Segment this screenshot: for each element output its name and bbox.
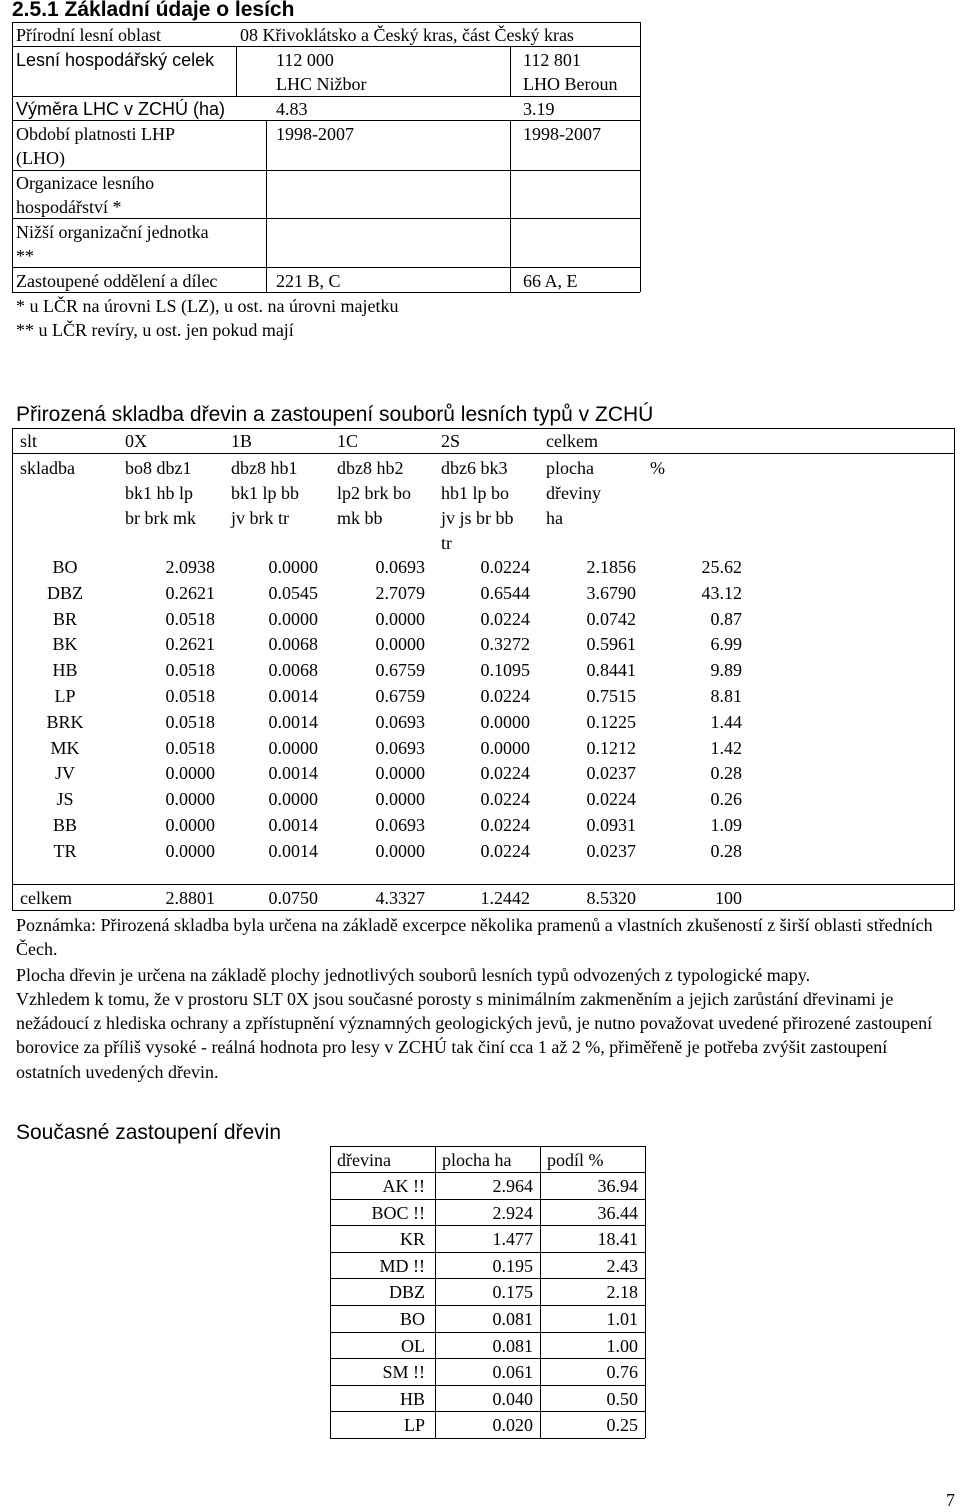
table-cell: 0.0014 [268, 686, 318, 706]
table-cell: 0.0518 [165, 738, 215, 758]
table-cell: 0.0000 [375, 789, 425, 809]
table-cell: 1.42 [710, 738, 742, 758]
page-number: 7 [946, 1490, 955, 1510]
column-header: podíl % [547, 1150, 604, 1170]
row-label: Zastoupené oddělení a dílec [16, 271, 218, 291]
table-rule [12, 453, 954, 454]
composition-cell: ha [546, 508, 563, 528]
total-label: celkem [20, 888, 72, 908]
species-code: SM !! [382, 1362, 425, 1382]
note-paragraph: Plocha dřevin je určena na základě plochy jednotlivých souborů lesních typů odvozených z typologické mapy. [16, 965, 811, 985]
table-cell: 0.0000 [375, 609, 425, 629]
table-cell: 0.0518 [165, 660, 215, 680]
row-label: Lesní hospodářský celek [16, 50, 215, 70]
row-value: 66 A, E [523, 271, 578, 291]
species-code: MD !! [379, 1256, 425, 1276]
composition-cell: lp2 brk bo [337, 483, 411, 503]
table-cell: 0.081 [492, 1336, 533, 1356]
table-cell: 0.8441 [586, 660, 636, 680]
species-code: KR [399, 1229, 425, 1249]
table-cell: 0.0931 [586, 815, 636, 835]
section-title: 2.5.1 Základní údaje o lesích [12, 0, 295, 21]
table-cell: 0.0014 [268, 712, 318, 732]
table-cell: 0.0000 [375, 634, 425, 654]
total-cell: 0.0750 [268, 888, 318, 908]
composition-cell: dbz6 bk3 [441, 458, 508, 478]
footnote: ** u LČR revíry, u ost. jen pokud mají [16, 320, 294, 340]
table-cell: 0.195 [492, 1256, 533, 1276]
column-header: 1B [231, 431, 253, 451]
row-value: LHC Nižbor [276, 74, 367, 94]
table-cell: 0.0014 [268, 763, 318, 783]
table-cell: 1.477 [492, 1229, 533, 1249]
table-cell: 2.0938 [165, 557, 215, 577]
table-cell: 0.0545 [268, 583, 318, 603]
row-value: 3.19 [523, 99, 555, 119]
table-cell: 0.3272 [480, 634, 530, 654]
row-label: Výměra LHC v ZCHÚ (ha) [16, 99, 226, 119]
table-rule [510, 120, 511, 292]
table-rule [330, 1358, 645, 1359]
composition-cell: plocha [546, 458, 594, 478]
table-rule [510, 46, 511, 96]
table-cell: 0.28 [710, 841, 742, 861]
table-rule [12, 884, 954, 885]
table-cell: 0.0518 [165, 609, 215, 629]
table-rule [12, 22, 13, 292]
table-rule [266, 120, 267, 292]
species-code: BO [52, 557, 78, 577]
total-cell: 4.3327 [375, 888, 425, 908]
table-cell: 0.0000 [165, 841, 215, 861]
species-code: AK !! [382, 1176, 425, 1196]
row-label: Přírodní lesní oblast [16, 25, 161, 45]
table-rule [236, 46, 237, 96]
row-label: ** [16, 246, 34, 266]
row-label: (LHO) [16, 148, 65, 168]
column-header: dřevina [337, 1150, 391, 1170]
species-code: DBZ [389, 1282, 425, 1302]
table-cell: 1.01 [606, 1309, 638, 1329]
table-rule [12, 267, 640, 268]
total-cell: 100 [715, 888, 742, 908]
composition-cell: tr [441, 533, 452, 553]
composition-cell: dbz8 hb1 [231, 458, 298, 478]
species-code: JS [56, 789, 74, 809]
table-rule [645, 1146, 646, 1438]
table-cell: 0.0693 [375, 815, 425, 835]
note-paragraph: Vzhledem k tomu, že v prostoru SLT 0X jsou současné porosty s minimálním zakmeněním a jejich zarůstání dřevinami je nežádoucí z hlediska ochrany a zpřístupnění významných geologických jevů, je nutno považovat uvedené přirozené zastoupení borovice za příliš vysoké - reálná hodnota pro lesy v ZCHÚ tak činí cca 1 až 2 %, přiměřeně je potřeba zvýšit zastoupení ostatních uvedených dřevin. [16, 989, 933, 1082]
composition-cell: dbz8 hb2 [337, 458, 404, 478]
table-rule [540, 1146, 541, 1438]
table-cell: 0.0000 [375, 841, 425, 861]
total-cell: 1.2442 [480, 888, 530, 908]
row-value: 4.83 [276, 99, 308, 119]
table-cell: 0.2621 [165, 583, 215, 603]
table-cell: 43.12 [701, 583, 742, 603]
table-cell: 0.2621 [165, 634, 215, 654]
total-cell: 2.8801 [165, 888, 215, 908]
table-cell: 0.0000 [165, 815, 215, 835]
table-cell: 0.5961 [586, 634, 636, 654]
column-header: slt [20, 431, 38, 451]
table-cell: 0.50 [606, 1389, 638, 1409]
species-code: BO [399, 1309, 425, 1329]
table-cell: 0.0224 [480, 609, 530, 629]
table-rule [330, 1332, 645, 1333]
table-cell: 0.26 [710, 789, 742, 809]
table-cell: 0.1095 [480, 660, 530, 680]
table-rule [330, 1438, 645, 1439]
species-code: TR [53, 841, 77, 861]
column-header: celkem [546, 431, 598, 451]
table-cell: 2.964 [492, 1176, 533, 1196]
species-code: LP [54, 686, 76, 706]
row-value: 112 000 [276, 50, 334, 70]
composition-cell: jv brk tr [231, 508, 289, 528]
table-rule [640, 22, 641, 292]
table-cell: 1.44 [710, 712, 742, 732]
table-rule [12, 428, 13, 910]
table-cell: 0.6759 [375, 686, 425, 706]
table-cell: 0.0224 [480, 557, 530, 577]
table-cell: 0.040 [492, 1389, 533, 1409]
table-cell: 0.6759 [375, 660, 425, 680]
table-cell: 8.81 [710, 686, 742, 706]
table-cell: 0.0693 [375, 738, 425, 758]
natural-table-title: Přirozená skladba dřevin a zastoupení souborů lesních typů v ZCHÚ [16, 403, 654, 426]
table-rule [330, 1225, 645, 1226]
species-code: JV [54, 763, 75, 783]
table-rule [330, 1385, 645, 1386]
table-cell: 0.020 [492, 1415, 533, 1435]
table-cell: 0.0068 [268, 660, 318, 680]
column-header: 0X [125, 431, 147, 451]
table-cell: 0.0693 [375, 557, 425, 577]
table-cell: 0.0014 [268, 815, 318, 835]
species-code: OL [401, 1336, 425, 1356]
table-cell: 1.00 [606, 1336, 638, 1356]
table-cell: 0.0000 [268, 609, 318, 629]
total-cell: 8.5320 [586, 888, 636, 908]
table-cell: 0.0224 [480, 815, 530, 835]
column-header: % [650, 458, 665, 478]
row-label: Nižší organizační jednotka [16, 222, 209, 242]
table-cell: 0.0224 [586, 789, 636, 809]
table-cell: 0.0000 [268, 789, 318, 809]
table-cell: 0.081 [492, 1309, 533, 1329]
table-cell: 0.0742 [586, 609, 636, 629]
table-cell: 0.0000 [480, 738, 530, 758]
table-cell: 0.87 [710, 609, 742, 629]
table-rule [330, 1305, 645, 1306]
table-cell: 0.0014 [268, 841, 318, 861]
table-rule [330, 1146, 331, 1438]
row-value: LHO Beroun [523, 74, 618, 94]
current-table-title: Současné zastoupení dřevin [16, 1121, 282, 1144]
table-rule [330, 1146, 645, 1147]
composition-cell: br brk mk [125, 508, 196, 528]
table-rule [12, 428, 954, 429]
row-value: 112 801 [523, 50, 581, 70]
composition-cell: bk1 hb lp [125, 483, 194, 503]
table-cell: 0.0224 [480, 686, 530, 706]
table-cell: 0.061 [492, 1362, 533, 1382]
table-cell: 0.0224 [480, 789, 530, 809]
composition-cell: jv js br bb [441, 508, 514, 528]
species-code: BOC !! [371, 1203, 425, 1223]
species-code: DBZ [47, 583, 83, 603]
row-label: skladba [20, 458, 75, 478]
table-rule [330, 1172, 645, 1173]
row-label: Organizace lesního [16, 173, 155, 193]
table-cell: 0.0237 [586, 841, 636, 861]
column-header: 2S [441, 431, 461, 451]
table-cell: 0.0518 [165, 712, 215, 732]
species-code: HB [52, 660, 78, 680]
table-cell: 2.924 [492, 1203, 533, 1223]
table-cell: 36.94 [597, 1176, 638, 1196]
table-cell: 0.0000 [268, 738, 318, 758]
table-cell: 9.89 [710, 660, 742, 680]
species-code: BK [52, 634, 78, 654]
table-cell: 0.0068 [268, 634, 318, 654]
table-cell: 0.1225 [586, 712, 636, 732]
table-cell: 0.28 [710, 763, 742, 783]
table-cell: 6.99 [710, 634, 742, 654]
table-cell: 2.7079 [375, 583, 425, 603]
species-code: LP [403, 1415, 425, 1435]
table-cell: 0.0000 [268, 557, 318, 577]
table-rule [330, 1252, 645, 1253]
table-cell: 0.0000 [165, 763, 215, 783]
table-cell: 0.76 [606, 1362, 638, 1382]
table-cell: 0.0224 [480, 841, 530, 861]
composition-cell: hb1 lp bo [441, 483, 510, 503]
table-rule [330, 1278, 645, 1279]
row-value: 1998-2007 [523, 124, 601, 144]
table-rule [435, 1146, 436, 1438]
table-cell: 0.0237 [586, 763, 636, 783]
table-cell: 0.25 [606, 1415, 638, 1435]
composition-cell: bo8 dbz1 [125, 458, 192, 478]
species-code: BB [52, 815, 77, 835]
row-value: 221 B, C [276, 271, 341, 291]
table-cell: 2.18 [606, 1282, 638, 1302]
table-cell: 0.0224 [480, 763, 530, 783]
table-cell: 0.0693 [375, 712, 425, 732]
table-rule [12, 910, 954, 911]
table-cell: 2.43 [606, 1256, 638, 1276]
row-label: hospodářství * [16, 197, 122, 217]
column-header: plocha ha [442, 1150, 512, 1170]
table-cell: 1.09 [710, 815, 742, 835]
column-header: 1C [337, 431, 359, 451]
table-cell: 36.44 [597, 1203, 638, 1223]
table-cell: 18.41 [597, 1229, 638, 1249]
table-cell: 25.62 [701, 557, 742, 577]
table-cell: 0.0000 [375, 763, 425, 783]
table-cell: 2.1856 [586, 557, 636, 577]
composition-cell: mk bb [337, 508, 383, 528]
table-rule [330, 1199, 645, 1200]
composition-cell: dřeviny [546, 483, 601, 503]
composition-cell: bk1 lp bb [231, 483, 300, 503]
row-label: Období platnosti LHP [16, 124, 176, 144]
table-rule [954, 428, 955, 910]
species-code: HB [399, 1389, 425, 1409]
table-cell: 0.0518 [165, 686, 215, 706]
table-cell: 0.175 [492, 1282, 533, 1302]
table-rule [330, 1411, 645, 1412]
table-cell: 0.0000 [165, 789, 215, 809]
species-code: BRK [46, 712, 84, 732]
footnote: * u LČR na úrovni LS (LZ), u ost. na úrovni majetku [16, 296, 399, 316]
species-code: MK [50, 738, 80, 758]
table-cell: 0.7515 [586, 686, 636, 706]
table-cell: 0.0000 [480, 712, 530, 732]
row-value: 08 Křivoklátsko a Český kras, část Český kras [240, 25, 574, 45]
species-code: BR [52, 609, 77, 629]
table-cell: 0.6544 [480, 583, 530, 603]
table-cell: 3.6790 [586, 583, 636, 603]
note-paragraph: Poznámka: Přirozená skladba byla určena na základě excerpce několika pramenů a vlastních zkušeností z širší oblasti středních Čech. [16, 915, 933, 960]
table-cell: 0.1212 [586, 738, 636, 758]
row-value: 1998-2007 [276, 124, 354, 144]
